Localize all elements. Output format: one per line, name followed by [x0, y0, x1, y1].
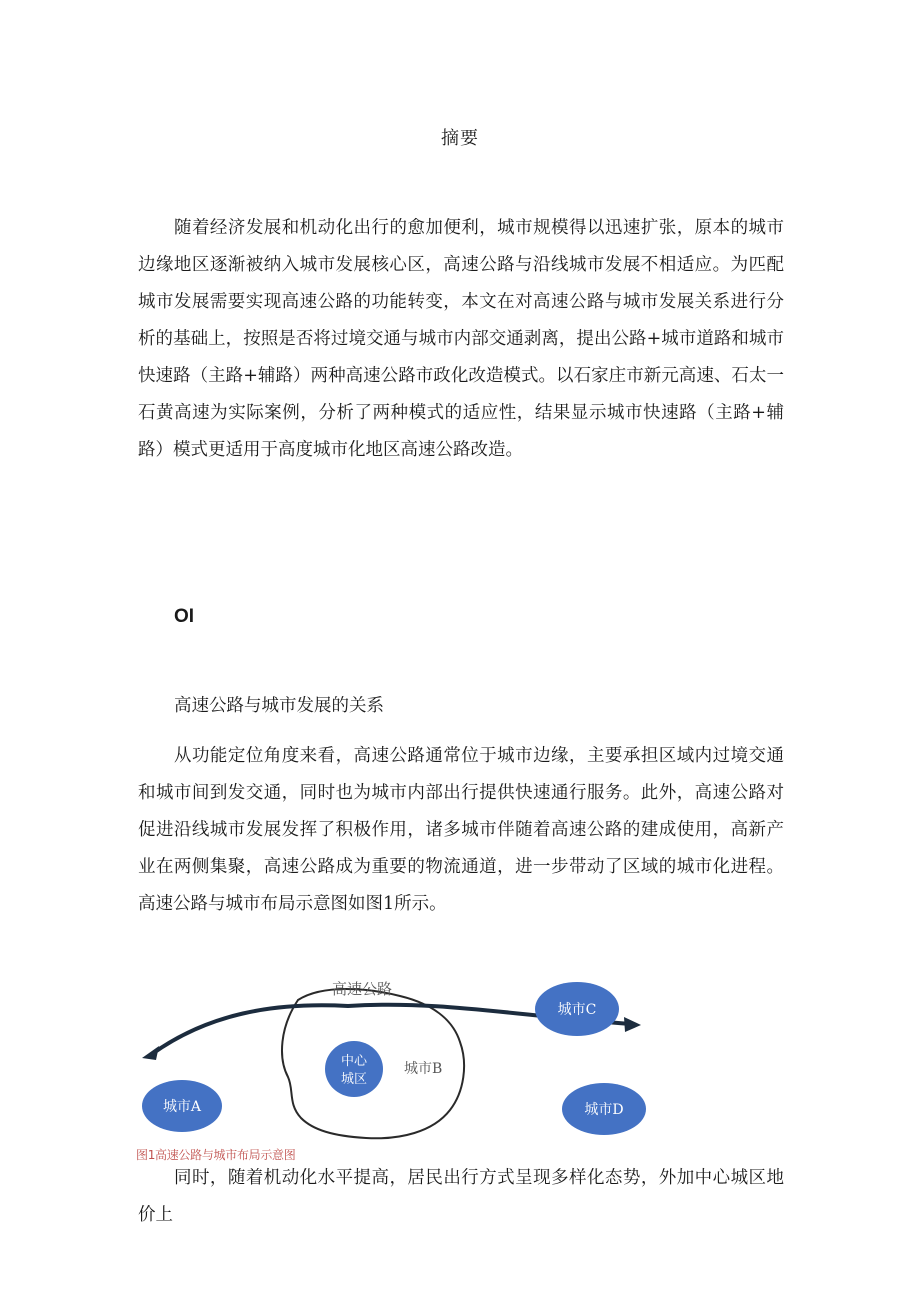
city-b-label: 城市B — [404, 1061, 443, 1077]
abstract-title: 摘要 — [441, 128, 479, 149]
city-a-label: 城市A — [162, 1099, 202, 1115]
continuation-paragraph: 同时，随着机动化水平提高，居民出行方式呈现多样化态势，外加中心城区地价上 — [138, 1168, 784, 1225]
center-district-ellipse — [325, 1041, 383, 1097]
arrow-right-icon — [624, 1017, 641, 1032]
arrow-left-icon — [142, 1046, 159, 1060]
section-title: 高速公路与城市发展的关系 — [174, 696, 384, 716]
city-d-label: 城市D — [584, 1102, 624, 1118]
section-paragraph: 从功能定位角度来看，高速公路通常位于城市边缘，主要承担区域内过境交通和城市间到发交通，同时也为城市内部出行提供快速通行服务。此外，高速公路对促进沿线城市发展发挥了积极作用，诸多城市伴随着高速公路的建成使用，高新产业在两侧集聚，高速公路成为重要的物流通道，进一步带动了区域的城市化进程。高速公路与城市布局示意图如图1所示。 — [138, 746, 784, 914]
abstract-paragraph: 随着经济发展和机动化出行的愈加便利，城市规模得以迅速扩张，原本的城市边缘地区逐渐被纳入城市发展核心区，高速公路与沿线城市发展不相适应。为匹配城市发展需要实现高速公路的功能转变，本文在对高速公路与城市发展关系进行分析的基础上，按照是否将过境交通与城市内部交通剥离，提出公路+城市道路和城市快速路（主路+辅路）两种高速公路市政化改造模式。以石家庄市新元高速、石太一石黄高速为实际案例，分析了两种模式的适应性，结果显示城市快速路（主路+辅路）模式更适用于高度城市化地区高速公路改造。 — [138, 218, 784, 460]
figure-caption: 图1高速公路与城市布局示意图 — [136, 1148, 296, 1162]
city-c-label: 城市C — [557, 1002, 597, 1018]
highway-label: 高速公路 — [332, 980, 393, 998]
center-district-label-1: 中心 — [340, 1054, 368, 1069]
center-district-label-2: 城区 — [340, 1072, 368, 1087]
figure-diagram — [138, 972, 658, 1148]
section-number: OI — [174, 606, 195, 627]
figure-highway-city-layout — [138, 972, 658, 1148]
